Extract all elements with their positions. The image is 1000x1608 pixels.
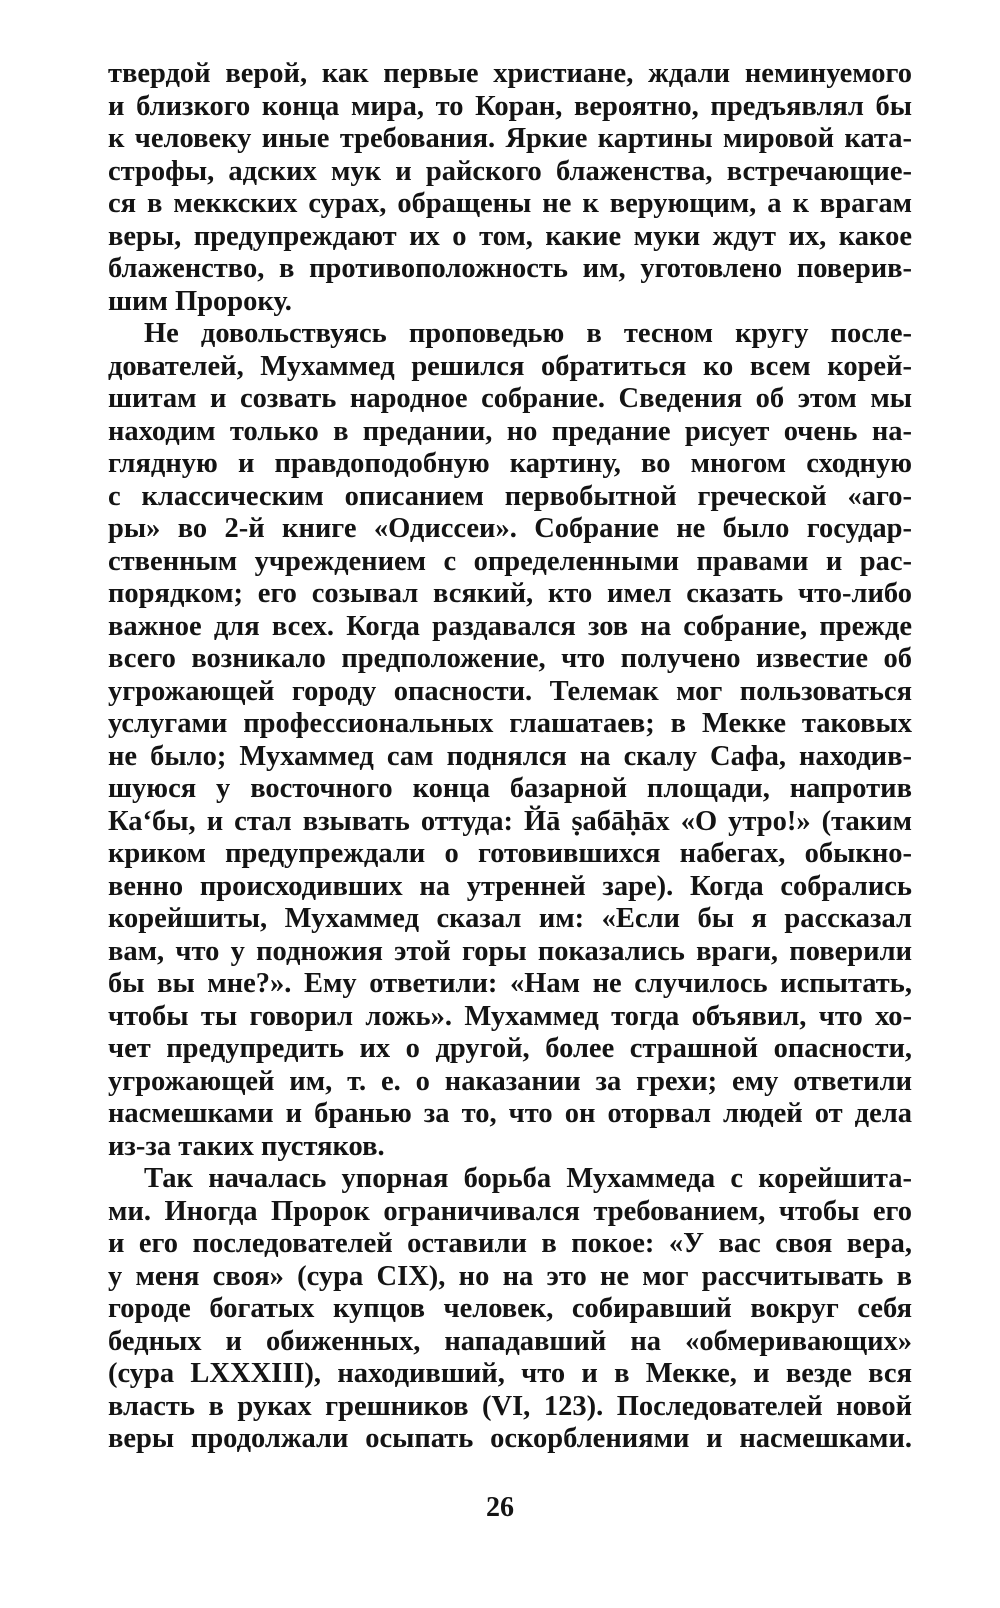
- text-line: вам, что у подножия этой горы показались враги, поверили: [108, 935, 912, 967]
- text-line: и близкого конца мира, то Коран, вероятно, предъявлял бы: [108, 90, 912, 122]
- text-line: к человеку иные требования. Яркие картины мировой ката-: [108, 123, 912, 154]
- text-line: ственным учреждением с определенными правами и рас-: [108, 545, 912, 577]
- text-line: блаженство, в противоположность им, уготовлено поверив-: [108, 253, 912, 284]
- text-line: корейшиты, Мухаммед сказал им: «Если бы я рассказал: [108, 903, 912, 934]
- text-line: у меня своя» (сура CIX), но на это не мог рассчитывать в: [108, 1260, 912, 1292]
- text-line: всего возникало предположение, что получено известие об: [108, 643, 912, 674]
- text-line: глядную и правдоподобную картину, во многом сходную: [108, 448, 912, 479]
- text-line: (сура LXXXIII), находивший, что и в Мекке, и везде вся: [108, 1358, 912, 1389]
- text-line: ми. Иногда Пророк ограничивался требованием, чтобы его: [108, 1195, 912, 1227]
- text-line: из-за таких пустяков.: [108, 1130, 385, 1162]
- text-line: и его последователей оставили в покое: «У вас своя вера,: [108, 1228, 912, 1259]
- text-line: услугами профессиональных глашатаев; в Мекке таковых: [108, 708, 912, 739]
- text-line: не было; Мухаммед сам поднялся на скалу Сафа, находив-: [108, 740, 912, 772]
- page-number: 26: [486, 1492, 514, 1523]
- text-line: веры продолжали осыпать оскорблениями и насмешками.: [108, 1423, 912, 1454]
- text-line: бы вы мне?». Ему ответили: «Нам не случилось испытать,: [108, 968, 912, 999]
- text-line: шим Пророку.: [108, 285, 292, 317]
- text-line: венно происходивших на утренней заре). Когда собрались: [108, 870, 912, 902]
- text-line: городе богатых купцов человек, собиравший вокруг себя: [108, 1293, 912, 1324]
- text-line: твердой верой, как первые христиане, ждали неминуемого: [108, 58, 912, 89]
- text-line: шуюся у восточного конца базарной площади, напротив: [108, 773, 912, 804]
- text-line: Ка‘бы, и стал взывать оттуда: Йā ṣабāḥāх «О утро!» (таким: [108, 805, 912, 837]
- text-line: веры, предупреждают их о том, какие муки ждут их, какое: [108, 220, 912, 252]
- text-line: бедных и обиженных, нападавший на «обмеривающих»: [108, 1325, 912, 1357]
- text-line: криком предупреждали о готовившихся набегах, обыкно-: [108, 838, 912, 869]
- text-line: чет предупредить их о другой, более страшной опасности,: [108, 1033, 912, 1064]
- paragraph-start-line: Так началась упорная борьба Мухаммеда с корейшита-: [144, 1163, 912, 1194]
- text-line: с классическим описанием первобытной греческой «аго-: [108, 480, 912, 512]
- text-line: важное для всех. Когда раздавался зов на собрание, прежде: [108, 610, 912, 642]
- text-line: шитам и созвать народное собрание. Сведения об этом мы: [108, 383, 912, 414]
- text-line: угрожающей городу опасности. Телемак мог пользоваться: [108, 675, 912, 707]
- text-line: насмешками и бранью за то, что он оторвал людей от дела: [108, 1098, 912, 1129]
- text-line: власть в руках грешников (VI, 123). Последователей новой: [108, 1390, 912, 1422]
- text-line: порядком; его созывал всякий, кто имел сказать что-либо: [108, 578, 912, 609]
- text-line: находим только в предании, но предание рисует очень на-: [108, 415, 912, 447]
- paragraph-start-line: Не довольствуясь проповедью в тесном кругу после-: [144, 318, 912, 349]
- body-text: [108, 58, 912, 1456]
- text-line: строфы, адских мук и райского блаженства, встречающие-: [108, 155, 912, 187]
- text-line: угрожающей им, т. е. о наказании за грехи; ему ответили: [108, 1065, 912, 1097]
- text-line: дователей, Мухаммед решился обратиться ко всем корей-: [108, 350, 912, 382]
- text-line: ся в меккских сурах, обращены не к верующим, а к врагам: [108, 188, 912, 219]
- text-line: ры» во 2-й книге «Одиссеи». Собрание не было государ-: [108, 513, 912, 544]
- text-line: чтобы ты говорил ложь». Мухаммед тогда объявил, что хо-: [108, 1000, 912, 1032]
